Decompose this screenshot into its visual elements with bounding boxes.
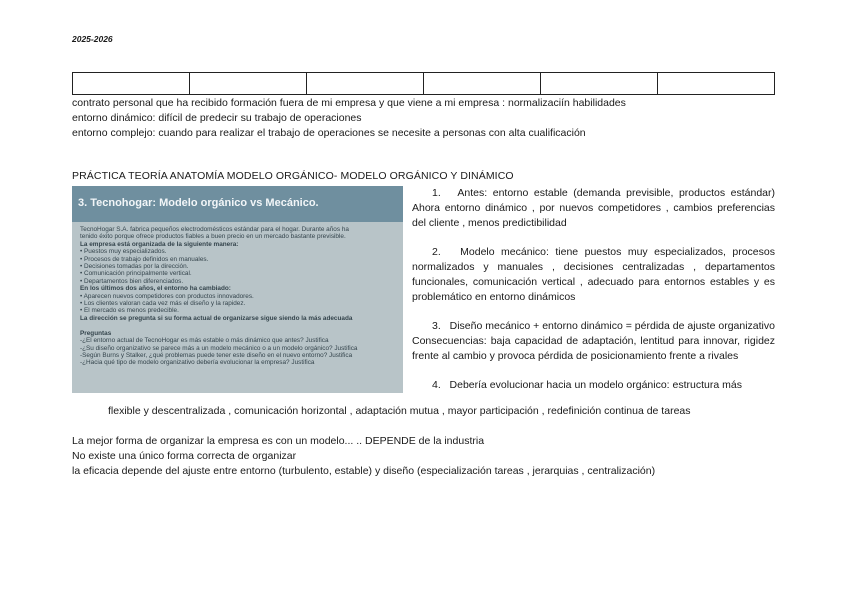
answer-text: Antes: entorno estable (demanda previsible, productos estándar) Ahora entorno dinámico , por nuevos competidores , cambios preferencias del cliente , menos predictibilidad bbox=[412, 187, 775, 229]
conclusion-line-3: la eficacia depende del ajuste entre entorno (turbulento, estable) y diseño (especialización tareas , jerarquias , centralización) bbox=[72, 465, 656, 477]
answer-number: 2. bbox=[432, 246, 441, 258]
photo-text-line: tenido éxito porque ofrece productos fiables a buen precio en un mercado bastante previsible. bbox=[80, 233, 346, 241]
answer-text: Debería evolucionar hacia un modelo orgánico: estructura más bbox=[449, 379, 742, 391]
table-cell bbox=[541, 73, 658, 94]
photo-text-line: • Procesos de trabajo definidos en manuales. bbox=[80, 255, 209, 263]
photo-text-line: • Decisiones tomadas por la dirección. bbox=[80, 263, 189, 271]
photo-text-line: -¿El entorno actual de TecnoHogar es más estable o más dinámico que antes? Justifica bbox=[80, 337, 329, 345]
photo-title: 3. Tecnohogar: Modelo orgánico vs Mecánico. bbox=[72, 186, 403, 222]
photo-text-line: • Aparecen nuevos competidores con productos innovadores. bbox=[80, 292, 254, 300]
answer-1 bbox=[412, 186, 775, 231]
table-cell bbox=[424, 73, 541, 94]
photo-text-line: -¿Hacia qué tipo de modelo organizativo debería evolucionar la empresa? Justifica bbox=[80, 359, 315, 367]
empty-table bbox=[72, 72, 775, 95]
photo-text-line: TecnoHogar S.A. fabrica pequeños electrodomésticos estándar para el hogar. Durante años ha bbox=[80, 226, 349, 233]
photo-text-line: • Departamentos bien diferenciados. bbox=[80, 277, 184, 285]
photo-text-line: La dirección se pregunta si su forma actual de organizarse sigue siendo la más adecuada bbox=[80, 314, 353, 322]
document-year: 2025-2026 bbox=[72, 34, 113, 44]
answer-4-continuation: flexible y descentralizada , comunicación horizontal , adaptación mutua , mayor participación , redefinición continua de tareas bbox=[108, 405, 691, 417]
answer-text: Modelo mecánico: tiene puestos muy especializados, procesos normalizados y manuales , decisiones centralizadas , departamentos funcionales, comunicación vertical , adecuado para entornos estables y es problemático en entorno dinámicos bbox=[412, 246, 775, 303]
answer-2 bbox=[412, 245, 775, 305]
photo-text-line: -Según Burns y Stalker, ¿qué problemas puede tener este diseño en el nuevo entorno? Justifica bbox=[80, 351, 353, 359]
table-cell bbox=[190, 73, 307, 94]
section-title: PRÁCTICA TEORÍA ANATOMÍA MODELO ORGÁNICO- MODELO ORGÁNICO Y DINÁMICO bbox=[72, 170, 514, 182]
photo-text-line: • Comunicación principalmente vertical. bbox=[80, 270, 192, 278]
intro-line-entorno-complejo: entorno complejo: cuando para realizar el trabajo de operaciones se necesite a personas con alta cualificación bbox=[72, 127, 586, 139]
answer-text: Diseño mecánico + entorno dinámico = pérdida de ajuste organizativo Consecuencias: baja capacidad de adaptación, lentitud para innovar, rigidez frente al cambio y provoca pérdida de posicionamiento frente a rivales bbox=[412, 320, 775, 362]
table-cell bbox=[658, 73, 774, 94]
conclusion-line-1: La mejor forma de organizar la empresa es con un modelo... .. DEPENDE de la industria bbox=[72, 435, 485, 447]
intro-line-entorno-dinamico: entorno dinámico: difícil de predecir su trabajo de operaciones bbox=[72, 112, 362, 124]
photo-text-line: • Los clientes valoran cada vez más el diseño y la rapidez. bbox=[80, 300, 246, 308]
conclusion-line-2: No existe una único forma correcta de organizar bbox=[72, 450, 297, 462]
photo-text-line: Preguntas bbox=[80, 329, 112, 337]
answer-4 bbox=[412, 378, 775, 393]
answer-number: 1. bbox=[432, 187, 441, 199]
case-study-photo bbox=[72, 186, 403, 393]
photo-text-line: • Puestos muy especializados. bbox=[80, 248, 167, 256]
table-cell bbox=[73, 73, 190, 94]
photo-text-line: La empresa está organizada de la siguiente manera: bbox=[80, 240, 239, 248]
photo-text bbox=[72, 222, 403, 367]
photo-text-line bbox=[80, 322, 395, 329]
answer-3 bbox=[412, 319, 775, 364]
intro-line-contrato: contrato personal que ha recibido formación fuera de mi empresa y que viene a mi empresa : normalizaciín habilidades bbox=[72, 97, 626, 109]
photo-text-line: -¿Su diseño organizativo se parece más a un modelo mecánico o a un modelo orgánico? Justifica bbox=[80, 344, 358, 352]
table-cell bbox=[307, 73, 424, 94]
photo-text-line: • El mercado es menos predecible. bbox=[80, 307, 179, 315]
answers-block bbox=[412, 186, 775, 393]
answer-number: 3. bbox=[432, 320, 441, 332]
answer-number: 4. bbox=[432, 379, 441, 391]
photo-text-line: En los últimos dos años, el entorno ha cambiado: bbox=[80, 285, 231, 293]
